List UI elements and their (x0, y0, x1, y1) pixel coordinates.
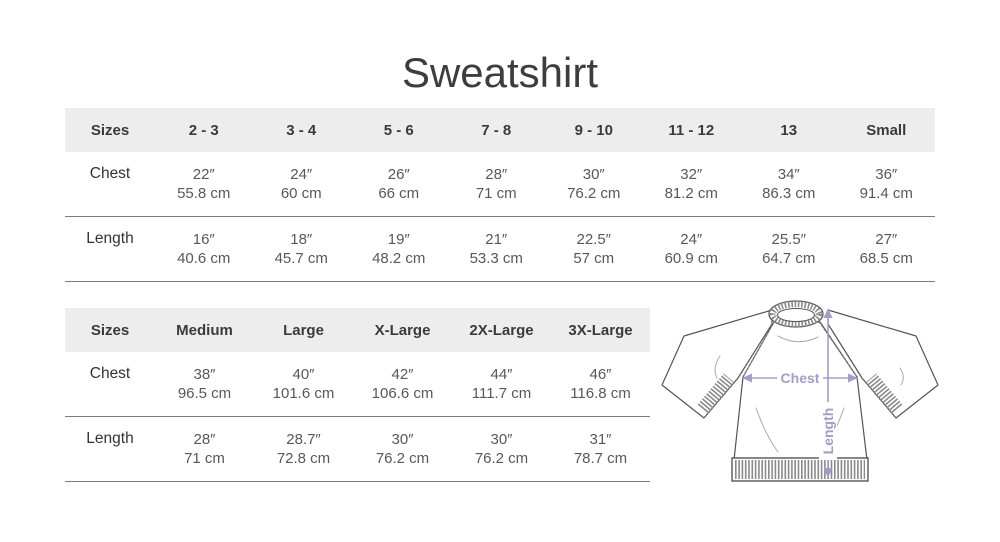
size-table-adult (65, 308, 650, 482)
column-header: 2 - 3 (188, 121, 219, 139)
measurement-inches: 28″ (193, 431, 216, 448)
measurement-inches: 44″ (490, 366, 513, 383)
measurement-inches: 16″ (192, 231, 215, 248)
measurement-inches: 22″ (192, 166, 215, 183)
length-measure-label: Length (820, 407, 836, 455)
measurement-inches: 36″ (875, 166, 898, 183)
column-header: Sizes (90, 321, 130, 339)
measurement-cell (643, 217, 741, 281)
measurement-cell (253, 217, 351, 281)
measurement-cell (838, 152, 936, 216)
measurement-cm: 86.3 cm (762, 185, 816, 202)
measurement-cm: 101.6 cm (272, 385, 335, 402)
column-header: 13 (780, 121, 798, 139)
measurement-cm: 48.2 cm (372, 250, 426, 267)
measurement-inches: 22.5″ (576, 231, 611, 248)
page-title: Sweatshirt (401, 49, 599, 96)
measurement-cell (254, 417, 353, 481)
measurement-inches: 32″ (680, 166, 703, 183)
measurement-cm: 71 cm (475, 185, 517, 202)
measurement-inches: 34″ (777, 166, 800, 183)
measurement-cell (551, 352, 650, 416)
measurement-cm: 116.8 cm (570, 385, 631, 402)
row-label: Chest (89, 365, 131, 382)
column-header: 7 - 8 (481, 121, 512, 139)
measurement-cell (155, 152, 253, 216)
measurement-cell (155, 217, 253, 281)
measurement-cm: 76.2 cm (375, 450, 430, 467)
measurement-inches: 27″ (875, 231, 898, 248)
measurement-inches: 42″ (391, 366, 414, 383)
measurement-cm: 81.2 cm (664, 185, 718, 202)
size-table-youth-header-row (65, 108, 935, 152)
column-header: X-Large (374, 321, 431, 339)
measurement-inches: 38″ (193, 366, 216, 383)
table-row (65, 417, 650, 482)
measurement-inches: 28.7″ (286, 431, 321, 448)
measurement-cm: 40.6 cm (177, 250, 231, 267)
measurement-inches: 18″ (290, 231, 313, 248)
measurement-inches: 24″ (680, 231, 703, 248)
measurement-cm: 111.7 cm (471, 385, 532, 402)
measurement-cm: 106.6 cm (371, 385, 434, 402)
measurement-inches: 31″ (589, 431, 612, 448)
column-header: 2X-Large (469, 321, 534, 339)
sweatshirt-diagram (660, 290, 1000, 540)
measurement-inches: 21″ (485, 231, 508, 248)
measurement-cm: 66 cm (378, 185, 420, 202)
measurement-cell (155, 352, 254, 416)
measurement-cell (740, 152, 838, 216)
column-header: 11 - 12 (668, 121, 715, 139)
measurement-cell (353, 417, 452, 481)
measurement-cm: 71 cm (184, 450, 225, 467)
measurement-inches: 46″ (589, 366, 612, 383)
measurement-cell (448, 217, 546, 281)
measurement-cm: 78.7 cm (573, 450, 628, 467)
column-header: 3X-Large (568, 321, 633, 339)
size-table-adult-header-row (65, 308, 650, 352)
measurement-cell (643, 152, 741, 216)
row-label: Chest (89, 165, 131, 182)
measurement-cell (155, 417, 254, 481)
measurement-cm: 96.5 cm (177, 385, 232, 402)
measurement-cell (254, 352, 353, 416)
measurement-cm: 60 cm (280, 185, 322, 202)
table-row (65, 352, 650, 417)
measurement-cm: 72.8 cm (276, 450, 331, 467)
measurement-inches: 30″ (490, 431, 513, 448)
measurement-cell (545, 217, 643, 281)
sweatshirt-illustration-icon (660, 290, 1000, 540)
measurement-cell (448, 152, 546, 216)
chest-measure-label: Chest (780, 370, 820, 386)
measurement-cell (838, 217, 936, 281)
table-row (65, 217, 935, 282)
measurement-cm: 55.8 cm (177, 185, 231, 202)
column-header: Small (866, 121, 907, 139)
measurement-inches: 19″ (387, 231, 410, 248)
column-header: 5 - 6 (383, 121, 414, 139)
column-header: 9 - 10 (574, 121, 613, 139)
measurement-cell (253, 152, 351, 216)
size-table-youth (65, 108, 935, 282)
row-label: Length (86, 230, 134, 247)
measurement-inches: 30″ (582, 166, 605, 183)
column-header: Large (283, 321, 324, 339)
measurement-inches: 24″ (290, 166, 313, 183)
measurement-cm: 76.2 cm (474, 450, 529, 467)
measurement-cm: 53.3 cm (469, 250, 523, 267)
measurement-inches: 26″ (387, 166, 410, 183)
measurement-cell (353, 352, 452, 416)
table-row (65, 152, 935, 217)
measurement-cm: 60.9 cm (664, 250, 718, 267)
measurement-inches: 25.5″ (771, 231, 806, 248)
measurement-inches: 30″ (391, 431, 414, 448)
measurement-inches: 28″ (485, 166, 508, 183)
measurement-cell (740, 217, 838, 281)
column-header: Medium (176, 321, 233, 339)
measurement-cm: 64.7 cm (762, 250, 816, 267)
measurement-cm: 45.7 cm (274, 250, 328, 267)
column-header: 3 - 4 (286, 121, 317, 139)
row-label: Length (86, 430, 134, 447)
measurement-cm: 57 cm (573, 250, 615, 267)
measurement-cell (350, 152, 448, 216)
measurement-cell (545, 152, 643, 216)
measurement-cell (551, 417, 650, 481)
measurement-cm: 76.2 cm (567, 185, 621, 202)
column-header: Sizes (90, 121, 130, 139)
measurement-cell (452, 417, 551, 481)
measurement-cell (350, 217, 448, 281)
measurement-inches: 40″ (292, 366, 315, 383)
measurement-cm: 91.4 cm (859, 185, 913, 202)
measurement-cm: 68.5 cm (859, 250, 913, 267)
measurement-cell (452, 352, 551, 416)
